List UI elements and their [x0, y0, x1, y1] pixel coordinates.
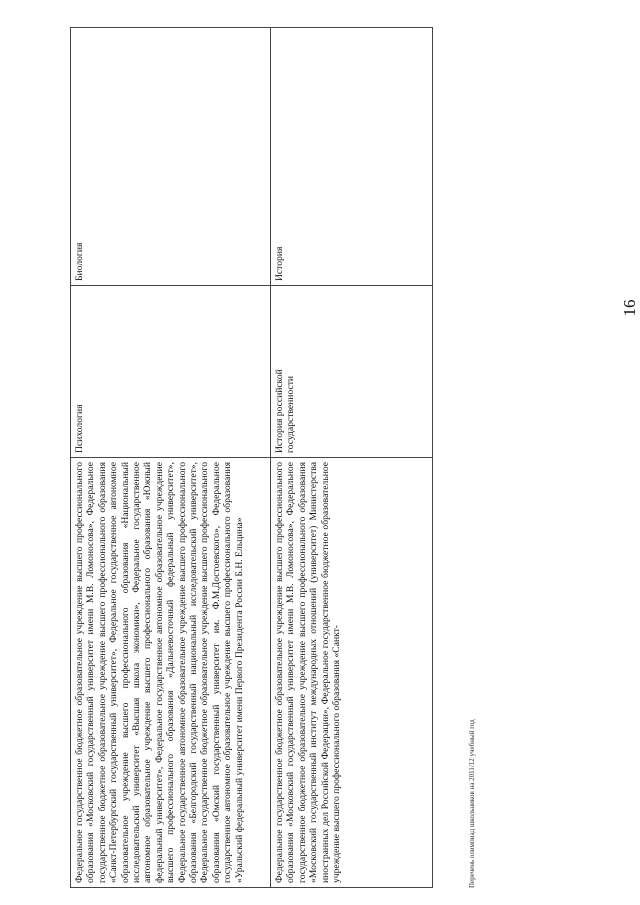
organizers-text: Федеральное государственное бюджетное образовательное учреждение высшего профессионального образования «Московский государственный университет имени М.В. Ломоносова», Федеральное государственное бюджетное образовательное учреждение высшего профессионального образования «Московский государственный институт международных отношений (университет) Министерства иностранных дел Российской Федерации», Федеральное государственное бюджетное образовательное учреждение высшего профессионального образования «Санкт-: [274, 462, 343, 883]
organizers-cell: [71, 458, 271, 888]
footer-note: Перечень олимпиад школьников на 2011/12 учебный год: [468, 719, 476, 888]
page-number-text: 16: [620, 299, 639, 317]
category-cell: Биология: [71, 28, 271, 286]
table-row: [271, 28, 433, 888]
olympiad-table: [70, 27, 433, 888]
subject-cell: Психология: [71, 286, 271, 458]
organizers-text: Федеральное государственное бюджетное образовательное учреждение высшего профессионального образования «Московский государственный университет имени М.В. Ломоносова», Федеральное государственное бюджетное образовательное учреждение высшего профессионального образования «Санкт-Петербургский государственный университет», Федеральное государственное автономное образовательное учреждение высшего профессионального образования «Национальный исследовательский университет «Высшая школа экономики», Федеральное государственное автономное образовательное учреждение высшего профессионального образования «Южный федеральный университет», Федеральное государственное автономное образовательное учреждение высшего профессионального образования «Дальневосточный федеральный университет», Федеральное государственное автономное образовательное учреждение высшего профессионального образования «Белгородский государственный национальный исследовательский университет», Федеральное государственное бюджетное образовательное учреждение высшего профессионального образования «Омский государственный университет им. Ф.М.Достоевского», Федеральное государственное автономное образовательное учреждение высшего профессионального образования «Уральский федеральный университет имени Первого Президента России Б.Н. Ельцина»: [74, 462, 245, 883]
rotated-content: [70, 28, 476, 888]
category-cell: История: [271, 28, 433, 286]
table-row: [71, 28, 271, 888]
page-number: [620, 278, 640, 338]
subject-cell: История российской государственности: [271, 286, 433, 458]
organizers-cell: [271, 458, 433, 888]
